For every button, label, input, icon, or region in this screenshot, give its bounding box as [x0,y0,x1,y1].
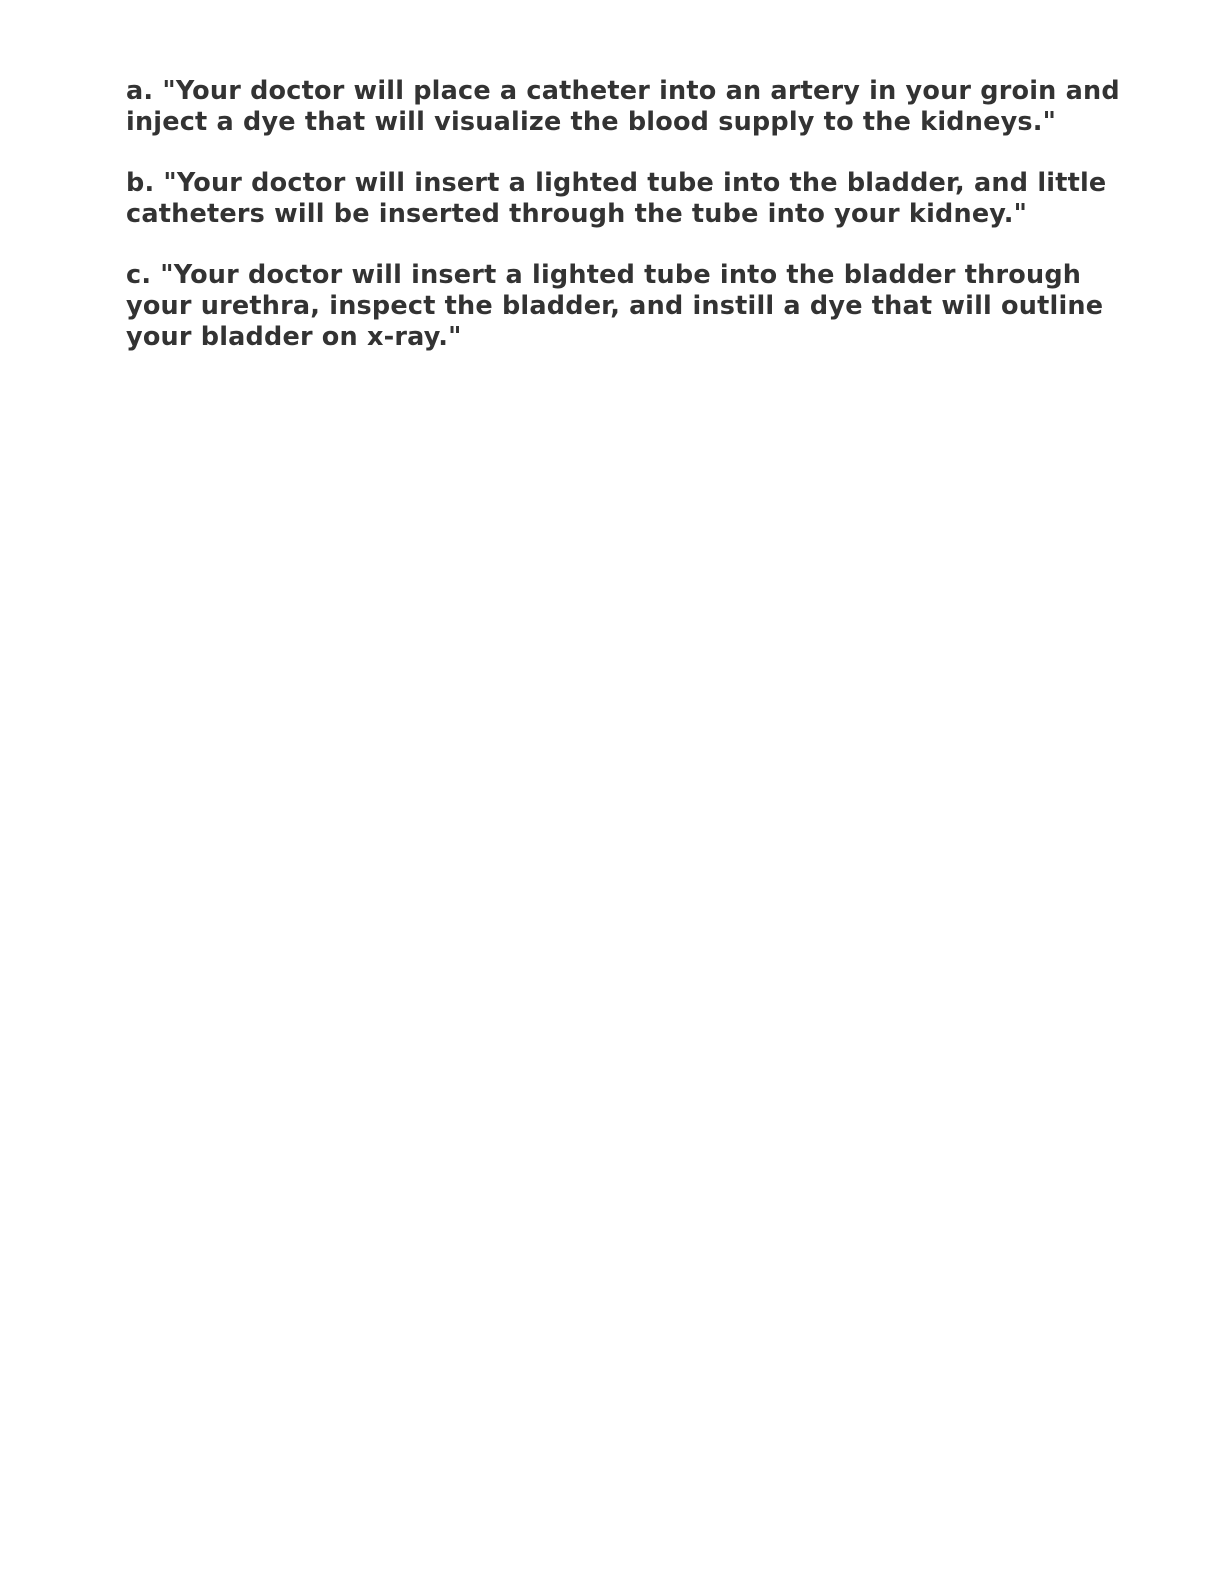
option-a-line-2: inject a dye that will visualize the blood supply to the kidneys." [126,107,1057,137]
option-b-line-2: catheters will be inserted through the tube into your kidney." [126,199,1028,229]
option-c-line-3: your bladder on x-ray." [126,322,462,352]
option-c-line-1: c. "Your doctor will insert a lighted tube into the bladder through [126,260,1082,290]
option-b-line-1: b. "Your doctor will insert a lighted tube into the bladder, and little [126,168,1107,198]
answer-option-b [126,168,1166,230]
option-a-line-1: a. "Your doctor will place a catheter into an artery in your groin and [126,76,1120,106]
answer-option-c [126,260,1166,353]
option-c-line-2: your urethra, inspect the bladder, and instill a dye that will outline [126,291,1104,321]
answer-option-a [126,76,1166,138]
answer-options [126,76,1166,383]
